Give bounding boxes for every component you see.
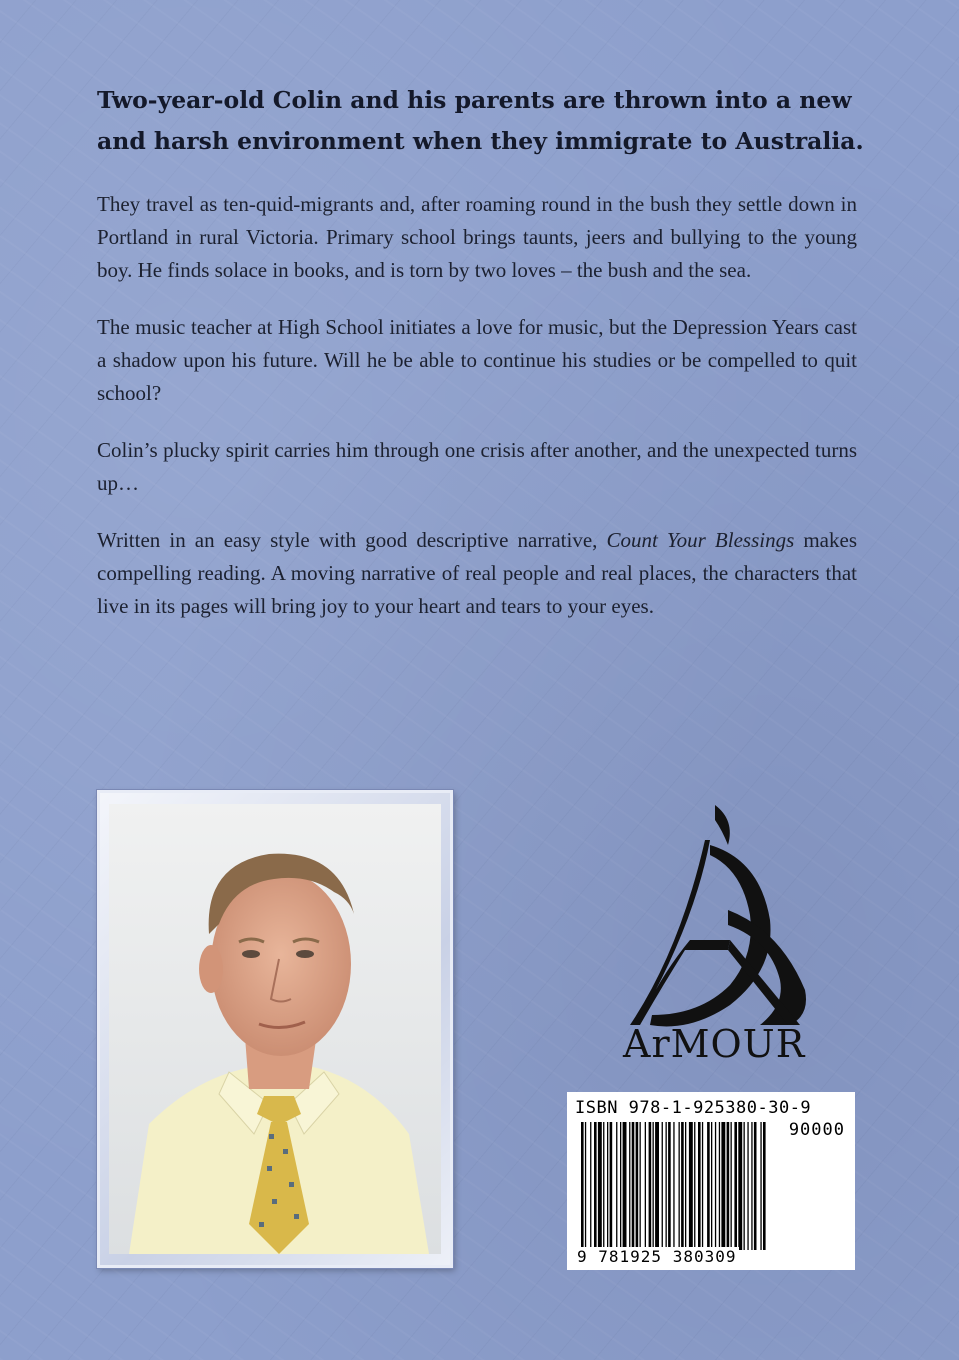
barcode-bar <box>590 1122 591 1250</box>
barcode-bar <box>751 1122 752 1250</box>
back-cover-blurb <box>97 80 864 647</box>
barcode-bar <box>594 1122 597 1250</box>
barcode-bar <box>731 1122 732 1250</box>
author-photo <box>109 804 441 1254</box>
barcode-bar <box>585 1122 586 1250</box>
barcode-bar <box>727 1122 730 1250</box>
barcode-bar <box>632 1122 635 1250</box>
barcode-bar <box>747 1122 748 1250</box>
barcode-bar <box>645 1122 646 1250</box>
barcode-bar <box>616 1122 617 1250</box>
barcode-bar <box>711 1122 712 1250</box>
barcode-bar <box>702 1122 703 1250</box>
headline-line-1: Two-year-old Colin and his parents are thrown into a new <box>97 86 852 114</box>
barcode-bar <box>623 1122 627 1250</box>
barcode-bar <box>668 1122 671 1250</box>
barcode-bar <box>640 1122 641 1250</box>
barcode-bar <box>715 1122 716 1250</box>
barcode-bar <box>763 1122 766 1250</box>
book-title: Count Your Blessings <box>606 528 795 552</box>
isbn-barcode <box>567 1092 855 1270</box>
barcode-bar <box>649 1122 652 1250</box>
blurb-paragraph-4 <box>97 524 857 623</box>
barcode-bar <box>666 1122 667 1250</box>
barcode-bar <box>679 1122 680 1250</box>
barcode-bar <box>673 1122 674 1250</box>
blurb-paragraph-2: The music teacher at High School initiates a love for music, but the Depression Years cast a shadow upon his future. Will he be able to continue his studies or be compelled to quit school? <box>97 315 857 405</box>
barcode-bar <box>754 1122 757 1250</box>
paragraph-4-intro: Written in an easy style with good descriptive narrative, <box>97 528 607 552</box>
barcode-bar <box>662 1122 663 1250</box>
barcode-bar <box>607 1122 608 1250</box>
author-portrait-icon <box>109 804 441 1254</box>
barcode-bar <box>681 1122 684 1250</box>
paragraph-4-rest: makes compelling reading. A moving narrative of real people and real places, the characters that live in its pages will bring joy to your heart and tears to your eyes. <box>97 528 857 618</box>
barcode-bar <box>719 1122 720 1250</box>
barcode-bar <box>598 1122 602 1250</box>
blurb-paragraph-3: Colin’s plucky spirit carries him through one crisis after another, and the unexpected turns up… <box>97 438 857 495</box>
barcode-bar <box>698 1122 701 1250</box>
barcode-bar <box>603 1122 604 1250</box>
headline-line-2: and harsh environment when they immigrate to Australia. <box>97 127 864 155</box>
ean-digits: 9 781925 380309 <box>577 1247 737 1266</box>
barcode-bar <box>689 1122 693 1250</box>
barcode-bar <box>721 1122 725 1250</box>
isbn-label: ISBN 978-1-925380-30-9 <box>575 1098 812 1118</box>
blurb-paragraph-1: They travel as ten-quid-migrants and, after roaming round in the bush they settle down in Portland in rural Victoria. Primary school brings taunts, jeers and bullying to the young boy. He finds solace in books, and is torn by two loves – the bush and the sea. <box>97 192 857 282</box>
barcode-bar <box>655 1122 659 1250</box>
barcode-bar <box>738 1122 742 1250</box>
barcode-bar <box>694 1122 695 1250</box>
barcode-bar <box>610 1122 613 1250</box>
barcode-bar <box>744 1122 745 1250</box>
barcode-bar <box>707 1122 710 1250</box>
price-code: 90000 <box>788 1120 845 1140</box>
barcode-bar <box>620 1122 621 1250</box>
barcode-bar <box>734 1122 737 1250</box>
barcode-bar <box>636 1122 639 1250</box>
publisher-name: ArMOUR <box>623 1022 806 1066</box>
barcode-bar <box>685 1122 686 1250</box>
barcode-bars-icon <box>581 1122 843 1250</box>
barcode-bar <box>629 1122 630 1250</box>
barcode-bar <box>760 1122 761 1250</box>
barcode-bar <box>653 1122 654 1250</box>
blurb-headline <box>97 80 864 162</box>
barcode-bar <box>581 1122 584 1250</box>
author-photo-frame <box>97 790 453 1268</box>
